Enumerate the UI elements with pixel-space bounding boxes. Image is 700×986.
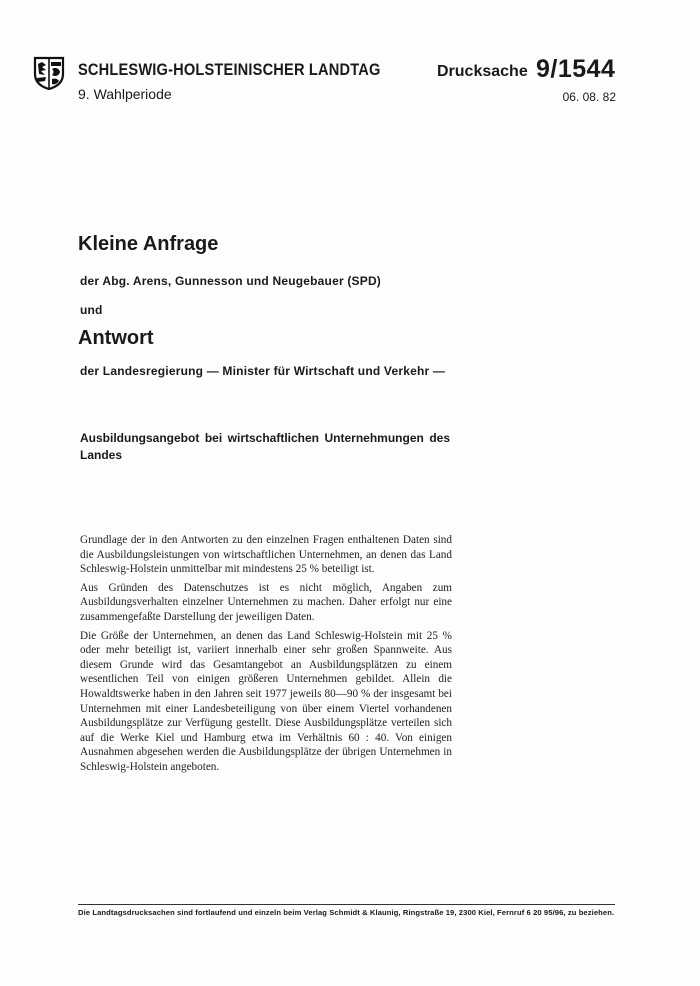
footer-note: Die Landtagsdrucksachen sind fortlaufend und einzeln beim Verlag Schmidt & Klaunig, Ringstraße 19, 2300 Kiel, Fernruf 6 20 95/96, zu beziehen. bbox=[78, 908, 615, 917]
answer-source: der Landesregierung — Minister für Wirtschaft und Verkehr — bbox=[80, 364, 446, 378]
body-text bbox=[80, 533, 452, 779]
answer-title: Antwort bbox=[78, 327, 154, 349]
body-paragraph: Aus Gründen des Datenschutzes ist es nicht möglich, Angaben zum Ausbildungsverhalten einzelner Unternehmen zu machen. Daher erfolgt nur eine zusammengefaßte Darstellung der jeweiligen Daten. bbox=[80, 581, 452, 623]
document-date: 06. 08. 82 bbox=[562, 90, 616, 104]
footer-divider bbox=[78, 904, 615, 905]
inquiry-title: Kleine Anfrage bbox=[78, 233, 219, 255]
conjunction-text: und bbox=[80, 303, 103, 317]
document-number: 9/1544 bbox=[536, 55, 616, 83]
parliament-name: SCHLESWIG-HOLSTEINISCHER LANDTAG bbox=[78, 60, 381, 79]
body-paragraph: Grundlage der in den Antworten zu den einzelnen Fragen enthaltenen Daten sind die Ausbildungsleistungen von wirtschaftlichen Unternehmen, an denen das Land Schleswig-Holstein unmittelbar mit mindestens 25 % beteiligt ist. bbox=[80, 534, 452, 576]
document-label: Drucksache bbox=[437, 63, 528, 80]
coat-of-arms-icon bbox=[33, 56, 65, 90]
legislative-period: 9. Wahlperiode bbox=[78, 86, 172, 102]
subject-line: Ausbildungsangebot bei wirtschaftlichen Unternehmungen des Landes bbox=[80, 431, 450, 462]
inquiry-authors: der Abg. Arens, Gunnesson und Neugebauer (SPD) bbox=[80, 274, 382, 288]
body-paragraph: Die Größe der Unternehmen, an denen das Land Schleswig-Holstein mit 25 % oder mehr beteiligt ist, variiert innerhalb einer sehr großen Spannweite. Aus diesem Grunde wird das Gesamtangebot an Ausbildungsplätzen zu einem wesentlichen Teil von einigen größeren Unternehmen gebildet. Allein die Howaldtswerke haben in den Jahren seit 1977 jeweils 80—90 % der insgesamt bei Unternehmen mit einer Landesbeteiligung von über einem Viertel vorhandenen Ausbildungsplätze zur Verfügung gestellt. Diese Ausbildungsplätze verteilen sich auf die Werke Kiel und Hamburg etwa im Verhältnis 60 : 40. Von einigen Ausnahmen abgesehen werden die Ausbildungsplätze der übrigen Unternehmen in Schleswig-Holstein angeboten. bbox=[80, 629, 452, 773]
